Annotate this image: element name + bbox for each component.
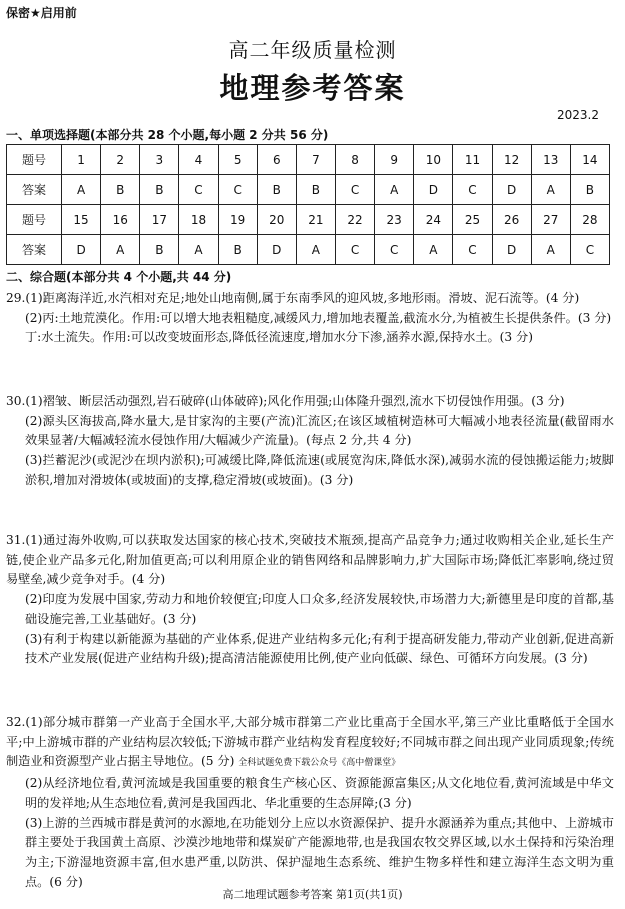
answer-cell: B [570,175,609,205]
answer-cell: C [453,235,492,265]
question-number-cell: 12 [492,145,531,175]
answer-key-title: 地理参考答案 [219,71,406,105]
question-29-answer [6,289,614,348]
question-number-cell: 16 [101,205,140,235]
answer-cell: A [531,235,570,265]
answer-cell: A [531,175,570,205]
question-number-cell: 26 [492,205,531,235]
promo-note: 全科试题免费下载公众号《高中僧课堂》 [238,758,401,769]
answer-cell: D [414,175,453,205]
row-label: 题号 [7,145,62,175]
question-number-cell: 9 [375,145,414,175]
page-footer: 高二地理试题参考答案 第1页(共1页) [222,888,403,901]
answer-cell: B [257,175,296,205]
section-1-heading: 一、单项选择题(本部分共 28 个小题,每小题 2 分共 56 分) [6,128,329,142]
answer-cell: B [140,235,179,265]
section-2-heading: 二、综合题(本部分共 4 个小题,共 44 分) [6,270,232,284]
question-number-cell: 4 [179,145,218,175]
answer-cell: A [296,235,335,265]
question-number-cell: 1 [62,145,101,175]
question-number-cell: 18 [179,205,218,235]
answer-cell: C [335,175,374,205]
answer-cell: C [218,175,257,205]
question-30-answer [6,392,614,491]
answer-paragraph: (2)印度为发展中国家,劳动力和地价较便宜;印度人口众多,经济发展较快,市场潜力大;新德里是印度的首都,基础设施完善,工业基础好。(3 分) [25,592,614,626]
question-number-cell: 10 [414,145,453,175]
answer-cell: C [179,175,218,205]
answer-paragraph [6,713,614,774]
question-number-cell: 27 [531,205,570,235]
answer-paragraph: (3)拦蓄泥沙(或泥沙在坝内淤积);可减缓比降,降低流速(或展宽沟床,降低水深),减弱水流的侵蚀搬运能力;坡脚淤积,增加对滑坡体(或坡面)的支撑,稳定滑坡(或坡面)。(3 分) [25,453,614,487]
question-31-answer [6,531,614,669]
answer-paragraph: 30.(1)褶皱、断层活动强烈,岩石破碎(山体破碎);风化作用强;山体隆升强烈,流水下切侵蚀作用强。(3 分) [6,394,565,408]
answer-paragraph: 丁:水土流失。作用:可以改变坡面形态,降低径流速度,增加水分下渗,涵养水源,保持水土。(3 分) [25,330,533,345]
question-number-cell: 7 [296,145,335,175]
question-number-cell: 23 [375,205,414,235]
answer-paragraph: 31.(1)通过海外收购,可以获取发达国家的核心技术,突破技术瓶颈,提高产品竞争力;通过收购相关企业,延长生产链,使企业产品多元化,附加值更高;可以利用原企业的销售网络和品牌影响力,扩大国际市场;降低汇率影响,绕过贸易壁垒,减少竞争对手。(4 分) [6,533,614,587]
question-number-cell: 14 [570,145,609,175]
question-number-cell: 21 [296,205,335,235]
question-number-cell: 17 [140,205,179,235]
answer-text: 32.(1)部分城市群第一产业高于全国水平,大部分城市群第二产业比重高于全国水平,第三产业比重略低于全国水平;中上游城市群的产业结构层次较低;下游城市群产业结构发育程度较好;不同城市群之间出现产业同质现象;传统制造业和资源型产业占据主导地位。(5 分) [6,715,614,769]
answer-cell: B [101,175,140,205]
question-number-cell: 2 [101,145,140,175]
question-number-cell: 15 [62,205,101,235]
answer-cell: A [62,175,101,205]
question-number-cell: 5 [218,145,257,175]
question-number-cell: 24 [414,205,453,235]
question-number-cell: 22 [335,205,374,235]
question-32-answer [6,713,614,892]
answer-row-2 [7,235,610,265]
question-number-cell: 3 [140,145,179,175]
answer-cell: D [492,235,531,265]
question-number-row-1 [7,145,610,175]
answer-paragraph: (2)丙:土地荒漠化。作用:可以增大地表粗糙度,减缓风力,增加地表覆盖,截流水分,为植被生长提供条件。(3 分) [25,310,612,325]
answer-cell: A [375,175,414,205]
answer-cell: C [375,235,414,265]
answer-cell: A [101,235,140,265]
question-number-cell: 8 [335,145,374,175]
answer-table [6,144,610,265]
question-number-cell: 13 [531,145,570,175]
answer-cell: D [492,175,531,205]
question-number-cell: 19 [218,205,257,235]
exam-title: 高二年级质量检测 [228,38,397,62]
answer-cell: D [62,235,101,265]
answer-cell: B [296,175,335,205]
answer-paragraph: (2)源头区海拔高,降水量大,是甘家沟的主要(产流)汇流区;在该区域植树造林可大幅减小地表径流量(截留雨水效果显著/大幅减轻流水侵蚀作用/大幅减少产流量)。(每点 2 分,共 4 分) [25,413,614,448]
question-number-cell: 6 [257,145,296,175]
answer-paragraph: (3)有利于构建以新能源为基础的产业体系,促进产业结构多元化;有利于提高研发能力,带动产业创新,促进高新技术产业发展(促进产业结构升级);提高清洁能源使用比例,使产业向低碳、绿色、可循环方向发展。(3 分) [25,631,614,666]
question-number-cell: 25 [453,205,492,235]
question-number-cell: 11 [453,145,492,175]
answer-cell: D [257,235,296,265]
row-label: 题号 [7,205,62,235]
answer-paragraph: 29.(1)距离海洋近,水汽相对充足;地处山地南侧,属于东南季风的迎风坡,多地形雨。滑坡、泥石流等。(4 分) [6,291,580,305]
confidential-mark: 保密★启用前 [6,6,77,20]
answer-cell: C [570,235,609,265]
answer-paragraph: (3)上游的兰西城市群是黄河的水源地,在功能划分上应以水资源保护、提升水源涵养为重点;其他中、上游城市群主要处于我国黄土高原、沙漠沙地地带和煤炭矿产能源地带,也是我国农牧交界区域,以水土保持和污染治理为主;下游湿地资源丰富,但水患严重,以防洪、保护湿地生态系统、维护生物多样性和建立海洋生态文明为重点。(6 分) [25,815,614,889]
question-number-cell: 28 [570,205,609,235]
answer-cell: B [218,235,257,265]
exam-date: 2023.2 [557,108,599,122]
answer-cell: A [179,235,218,265]
answer-row-1 [7,175,610,205]
answer-cell: B [140,175,179,205]
answer-cell: A [414,235,453,265]
answer-cell: C [335,235,374,265]
answer-cell: C [453,175,492,205]
answer-paragraph: (2)从经济地位看,黄河流域是我国重要的粮食生产核心区、资源能源富集区;从文化地位看,黄河流域是中华文明的发祥地;从生态地位看,黄河是我国西北、华北重要的生态屏障;(3 分) [25,776,614,810]
question-number-cell: 20 [257,205,296,235]
row-label: 答案 [7,235,62,265]
question-number-row-2 [7,205,610,235]
row-label: 答案 [7,175,62,205]
